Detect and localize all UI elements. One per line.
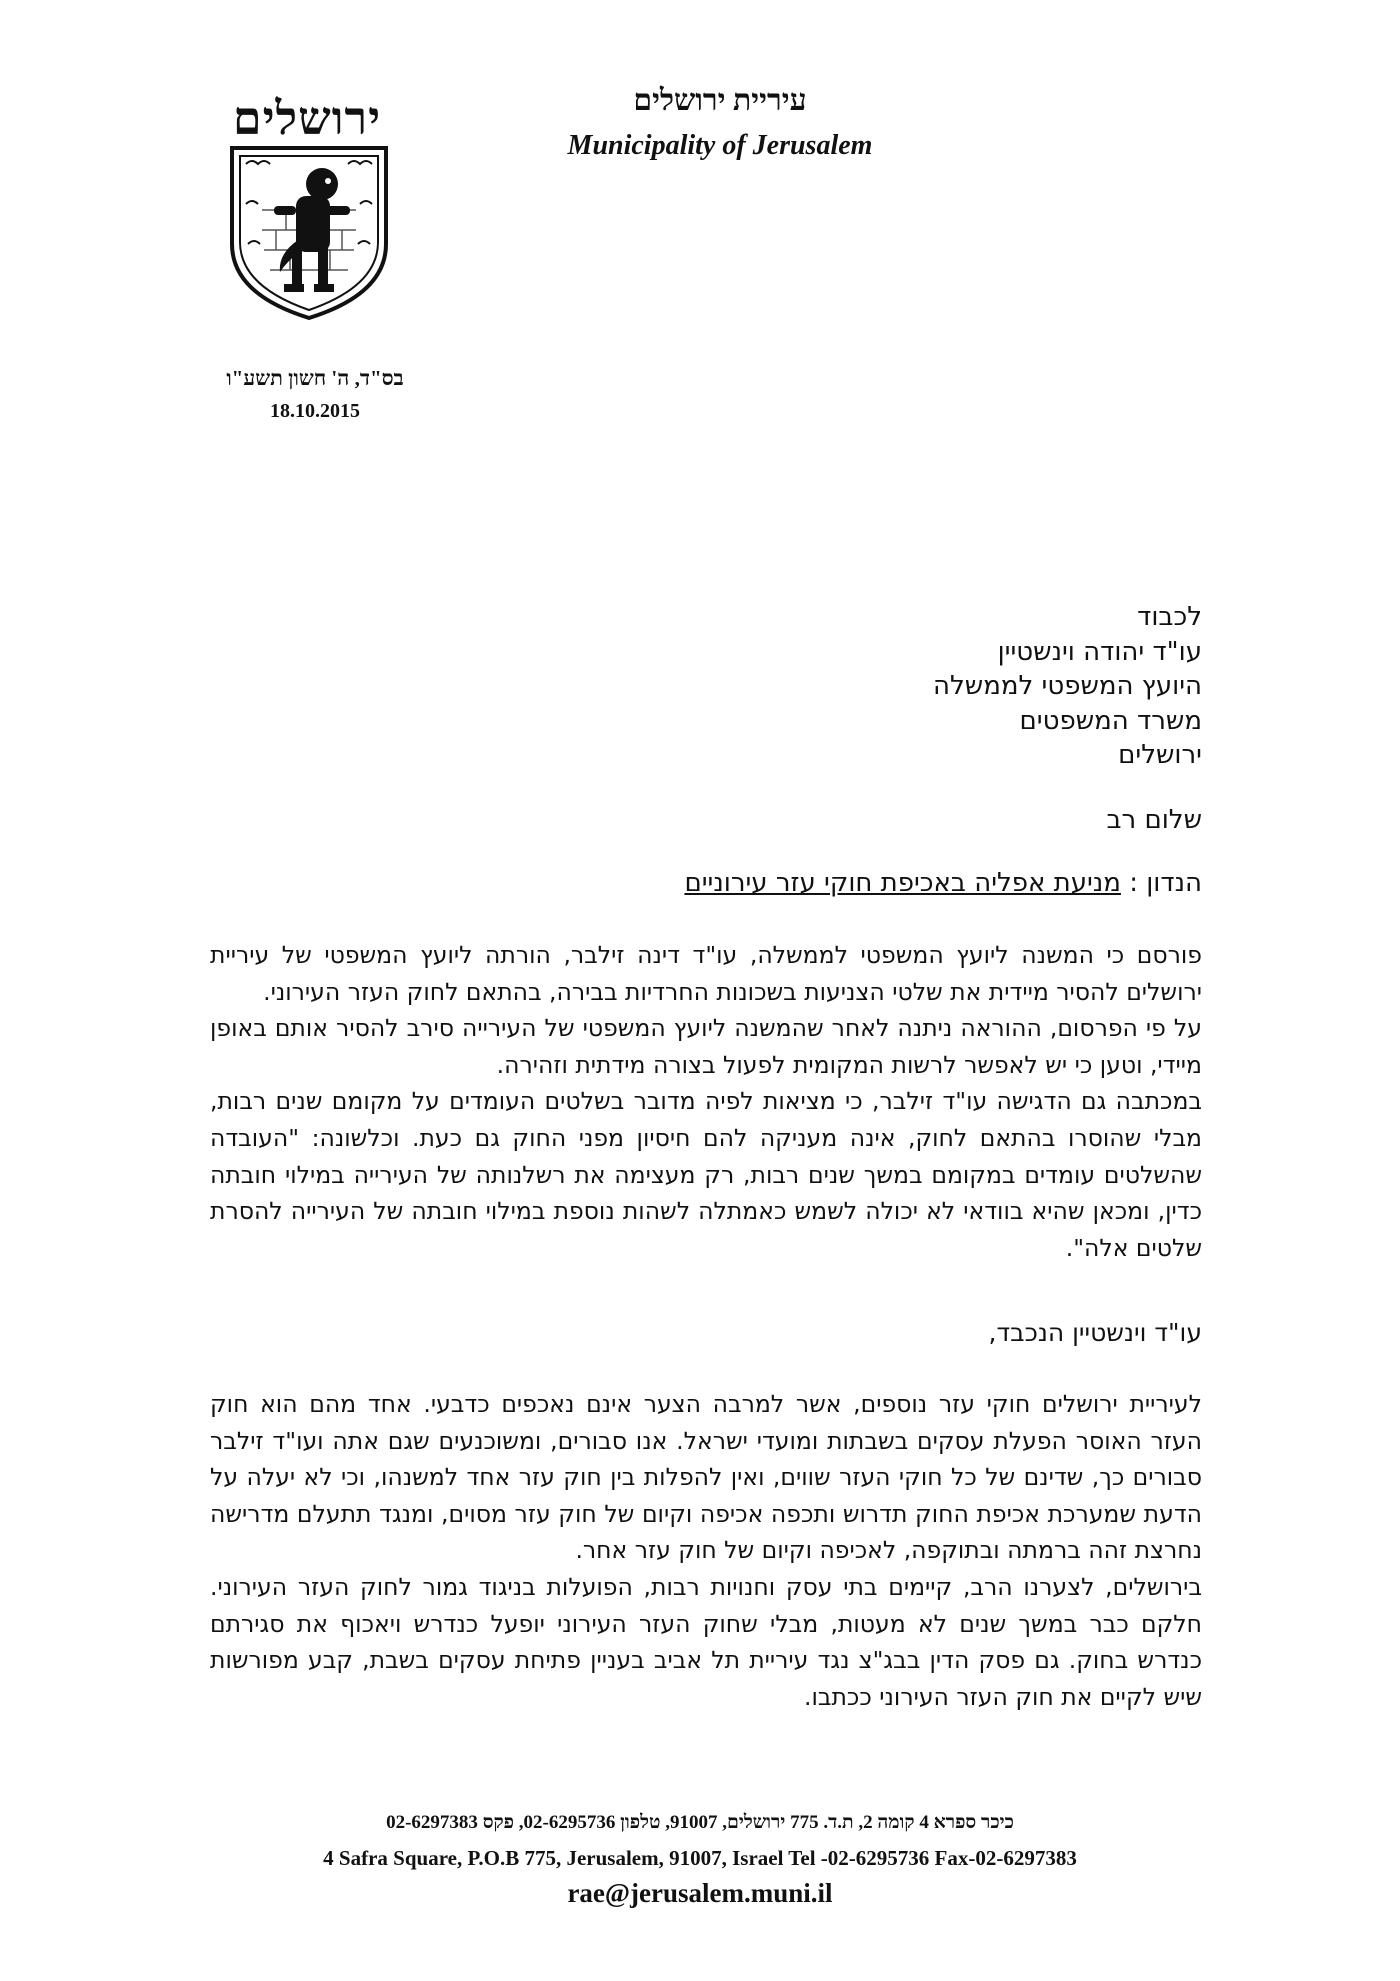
body-paragraph: בירושלים, לצערנו הרב, קיימים בתי עסק וחנויות רבות, הפועלות בניגוד גמור לחוק העזר העירוני. חלקם כבר במשך שנים לא מעטות, מבלי שחוק העזר העירוני יופעל כנדרש ויאכוף את סגירתם כנדרש בחוק. גם פסק הדין בבג"צ נגד עיריית תל אביב בעניין פתיחת עסקים בשבת, קבע מפורשות שיש לקיים את חוק העזר העירוני ככתבו. bbox=[210, 1572, 1202, 1711]
salutation: עו"ד וינשטיין הנכבד, bbox=[988, 1318, 1202, 1347]
body-paragraph: על פי הפרסום, ההוראה ניתנה לאחר שהמשנה ליועץ המשפטי של העירייה סירב להסיר אותם באופן מיידי, וטען כי יש לאפשר לרשות המקומית לפעול בצורה מידתית וזהירה. bbox=[210, 1014, 1202, 1079]
date-gregorian: 18.10.2015 bbox=[270, 400, 360, 422]
subject-label: הנדון : bbox=[1129, 868, 1202, 898]
recipient-line: עו"ד יהודה וינשטיין bbox=[997, 636, 1202, 667]
subject-line bbox=[500, 868, 1202, 898]
recipient-line: ירושלים bbox=[1118, 740, 1202, 770]
body-paragraph: לעיריית ירושלים חוקי עזר נוספים, אשר למרבה הצער אינם נאכפים כדבעי. אחד מהם הוא חוק העזר האוסר הפעלת עסקים בשבתות ומועדי ישראל. אנו סבורים, ומשוכנעים שגם אתה ועו"ד זילבר סבורים כך, שדינם של כל חוקי העזר שווים, ואין להפלות בין חוק עזר אחד למשנהו, וכי לא יעלה על הדעת שמערכת אכיפת החוק תדרוש ותכפה אכיפה וקיום של חוק עזר מסוים, ומנגד תתעלם מדרישה נחרצת זהה ברמתה ובתוקפה, לאכיפה וקיום של חוק עזר אחר. bbox=[210, 1390, 1202, 1565]
jerusalem-emblem-icon bbox=[226, 144, 392, 322]
subject-text: מניעת אפליה באכיפת חוקי עזר עירוניים bbox=[684, 868, 1121, 898]
recipient-block bbox=[700, 600, 1202, 773]
footer-address-hebrew: כיכר ספרא 4 קומה 2, ת.ד. 775 ירושלים, 91007, טלפון 02-6295736, פקס 02-6297383 bbox=[386, 1812, 1014, 1833]
recipient-line: לכבוד bbox=[1137, 602, 1202, 632]
org-name-hebrew: עיריית ירושלים bbox=[633, 84, 807, 117]
footer-address-english: 4 Safra Square, P.O.B 775, Jerusalem, 91007, Israel Tel -02-6295736 Fax-02-6297383 bbox=[323, 1846, 1077, 1870]
date-hebrew: בס"ד, ה' חשון תשע"ו bbox=[226, 366, 404, 390]
org-name-english: Municipality of Jerusalem bbox=[567, 130, 873, 161]
emblem-title: ירושלים bbox=[232, 93, 382, 144]
body-paragraph: במכתבה גם הדגישה עו"ד זילבר, כי מציאות לפיה מדובר בשלטים העומדים על מקומם שנים רבות, מבלי שהוסרו בהתאם לחוק, אינה מעניקה להם חיסיון מפני החוק גם כעת. וכלשונה: "העובדה שהשלטים עומדים במקומם במשך שנים רבות, רק מעצימה את רשלנותה של העירייה במילוי חובתה כדין, ומכאן שהיא בוודאי לא יכולה לשמש כאמתלה לשהות נוספת במילוי חובתה של העירייה להסרת שלטים אלה". bbox=[210, 1087, 1202, 1262]
letter-body-part-2 bbox=[210, 1386, 1202, 1715]
recipient-line: היועץ המשפטי לממשלה bbox=[933, 671, 1202, 701]
footer-email: rae@jerusalem.muni.il bbox=[567, 1878, 833, 1908]
body-paragraph: פורסם כי המשנה ליועץ המשפטי לממשלה, עו"ד דינה זילבר, הורתה ליועץ המשפטי של עיריית ירושלים להסיר מיידית את שלטי הצניעות בשכונות החרדיות בבירה, בהתאם לחוק העזר העירוני. bbox=[210, 941, 1202, 1006]
letter-body-part-1 bbox=[210, 937, 1202, 1266]
greeting: שלום רב bbox=[1106, 805, 1202, 835]
recipient-line: משרד המשפטים bbox=[1019, 705, 1202, 736]
